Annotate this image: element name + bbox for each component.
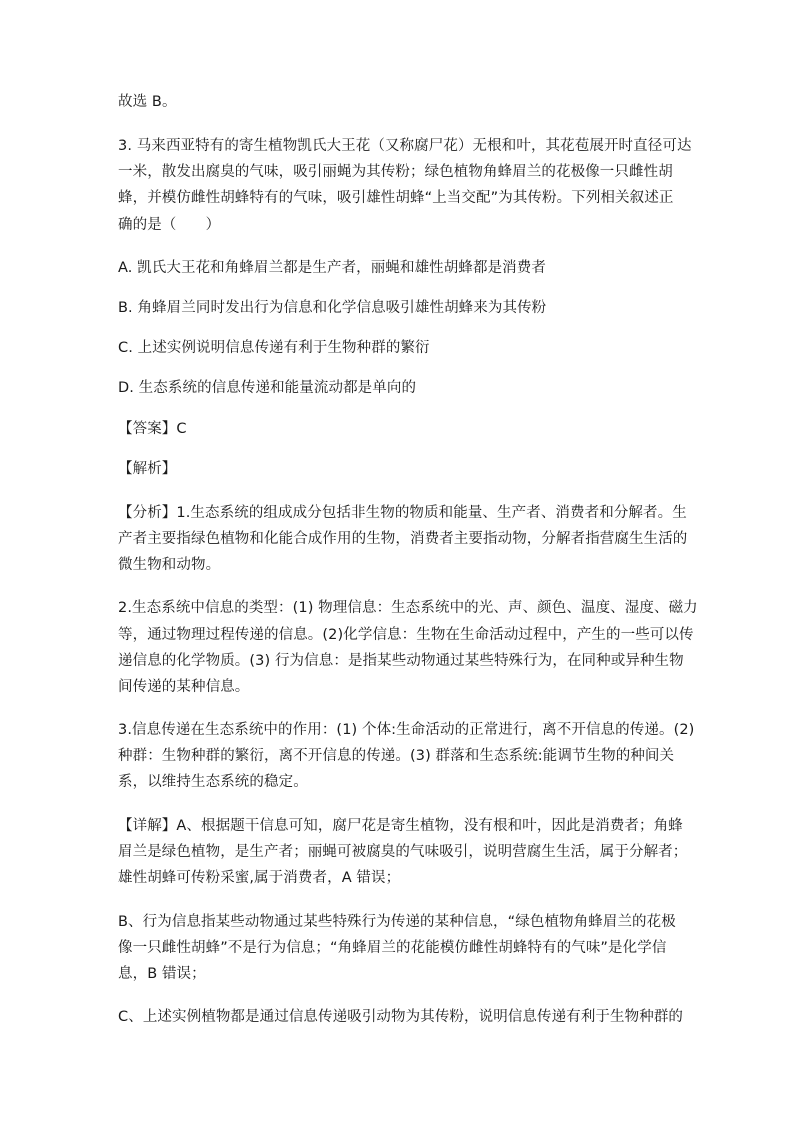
analysis-line: 递信息的化学物质。(3) 行为信息：是指某些动物通过某些特殊行为，在同种或异种生物 — [118, 653, 684, 669]
answer-line: 【答案】C — [118, 421, 187, 437]
option-d: D. 生态系统的信息传递和能量流动都是单向的 — [118, 380, 417, 396]
analysis-line: 2.生态系统中信息的类型：(1) 物理信息：生态系统中的光、声、颜色、温度、湿度、磁力 — [118, 600, 698, 616]
text-line: 故选 B。 — [118, 94, 177, 110]
question-line: 一米，散发出腐臭的气味，吸引丽蝇为其传粉；绿色植物角蜂眉兰的花极像一只雌性胡 — [118, 164, 673, 180]
option-a: A. 凯氏大王花和角蜂眉兰都是生产者，丽蝇和雄性胡蜂都是消费者 — [118, 260, 546, 276]
detail-line: 眉兰是绿色植物，是生产者；丽蝇可被腐臭的气味吸引，说明营腐生生活，属于分解者； — [118, 844, 688, 860]
analysis-line: 等，通过物理过程传递的信息。(2)化学信息：生物在生命活动过程中，产生的一些可以传 — [118, 627, 694, 643]
detail-line: B、行为信息指某些动物通过某些特殊行为传递的某种信息，“绿色植物角蜂眉兰的花极 — [118, 914, 676, 930]
detail-line: 息，B 错误； — [118, 966, 206, 982]
detail-line: 雄性胡蜂可传粉采蜜,属于消费者，A 错误； — [118, 870, 401, 886]
analysis-line: 产者主要指绿色植物和化能合成作用的生物，消费者主要指动物，分解者指营腐生生活的 — [118, 531, 688, 547]
analysis-line: 【分析】1.生态系统的组成成分包括非生物的物质和能量、生产者、消费者和分解者。生 — [118, 505, 687, 521]
option-c: C. 上述实例说明信息传递有利于生物种群的繁衍 — [118, 340, 430, 356]
question-line: 确的是（ ） — [118, 217, 221, 233]
analysis-heading: 【解析】 — [118, 461, 177, 477]
question-line: 3. 马来西亚特有的寄生植物凯氏大王花（又称腐尸花）无根和叶，其花苞展开时直径可达 — [118, 138, 692, 154]
detail-line: 像一只雌性胡蜂”不是行为信息；“角蜂眉兰的花能模仿雌性胡蜂特有的气味”是化学信 — [118, 940, 667, 956]
analysis-line: 微生物和动物。 — [118, 557, 221, 573]
analysis-line: 种群：生物种群的繁衍，离不开信息的传递。(3) 群落和生态系统:能调节生物的种间关 — [118, 748, 675, 764]
detail-line: 【详解】A、根据题干信息可知，腐尸花是寄生植物，没有根和叶，因此是消费者；角蜂 — [118, 818, 683, 834]
question-line: 蜂，并模仿雌性胡蜂特有的气味，吸引雄性胡蜂“上当交配”为其传粉。下列相关叙述正 — [118, 190, 674, 206]
analysis-line: 间传递的某种信息。 — [118, 679, 250, 695]
detail-line: C、上述实例植物都是通过信息传递吸引动物为其传粉，说明信息传递有利于生物种群的 — [118, 1009, 684, 1025]
analysis-line: 3.信息传递在生态系统中的作用：(1) 个体:生命活动的正常进行，离不开信息的传递。(2) — [118, 722, 695, 738]
analysis-line: 系，以维持生态系统的稳定。 — [118, 774, 308, 790]
option-b: B. 角蜂眉兰同时发出行为信息和化学信息吸引雄性胡蜂来为其传粉 — [118, 300, 547, 316]
